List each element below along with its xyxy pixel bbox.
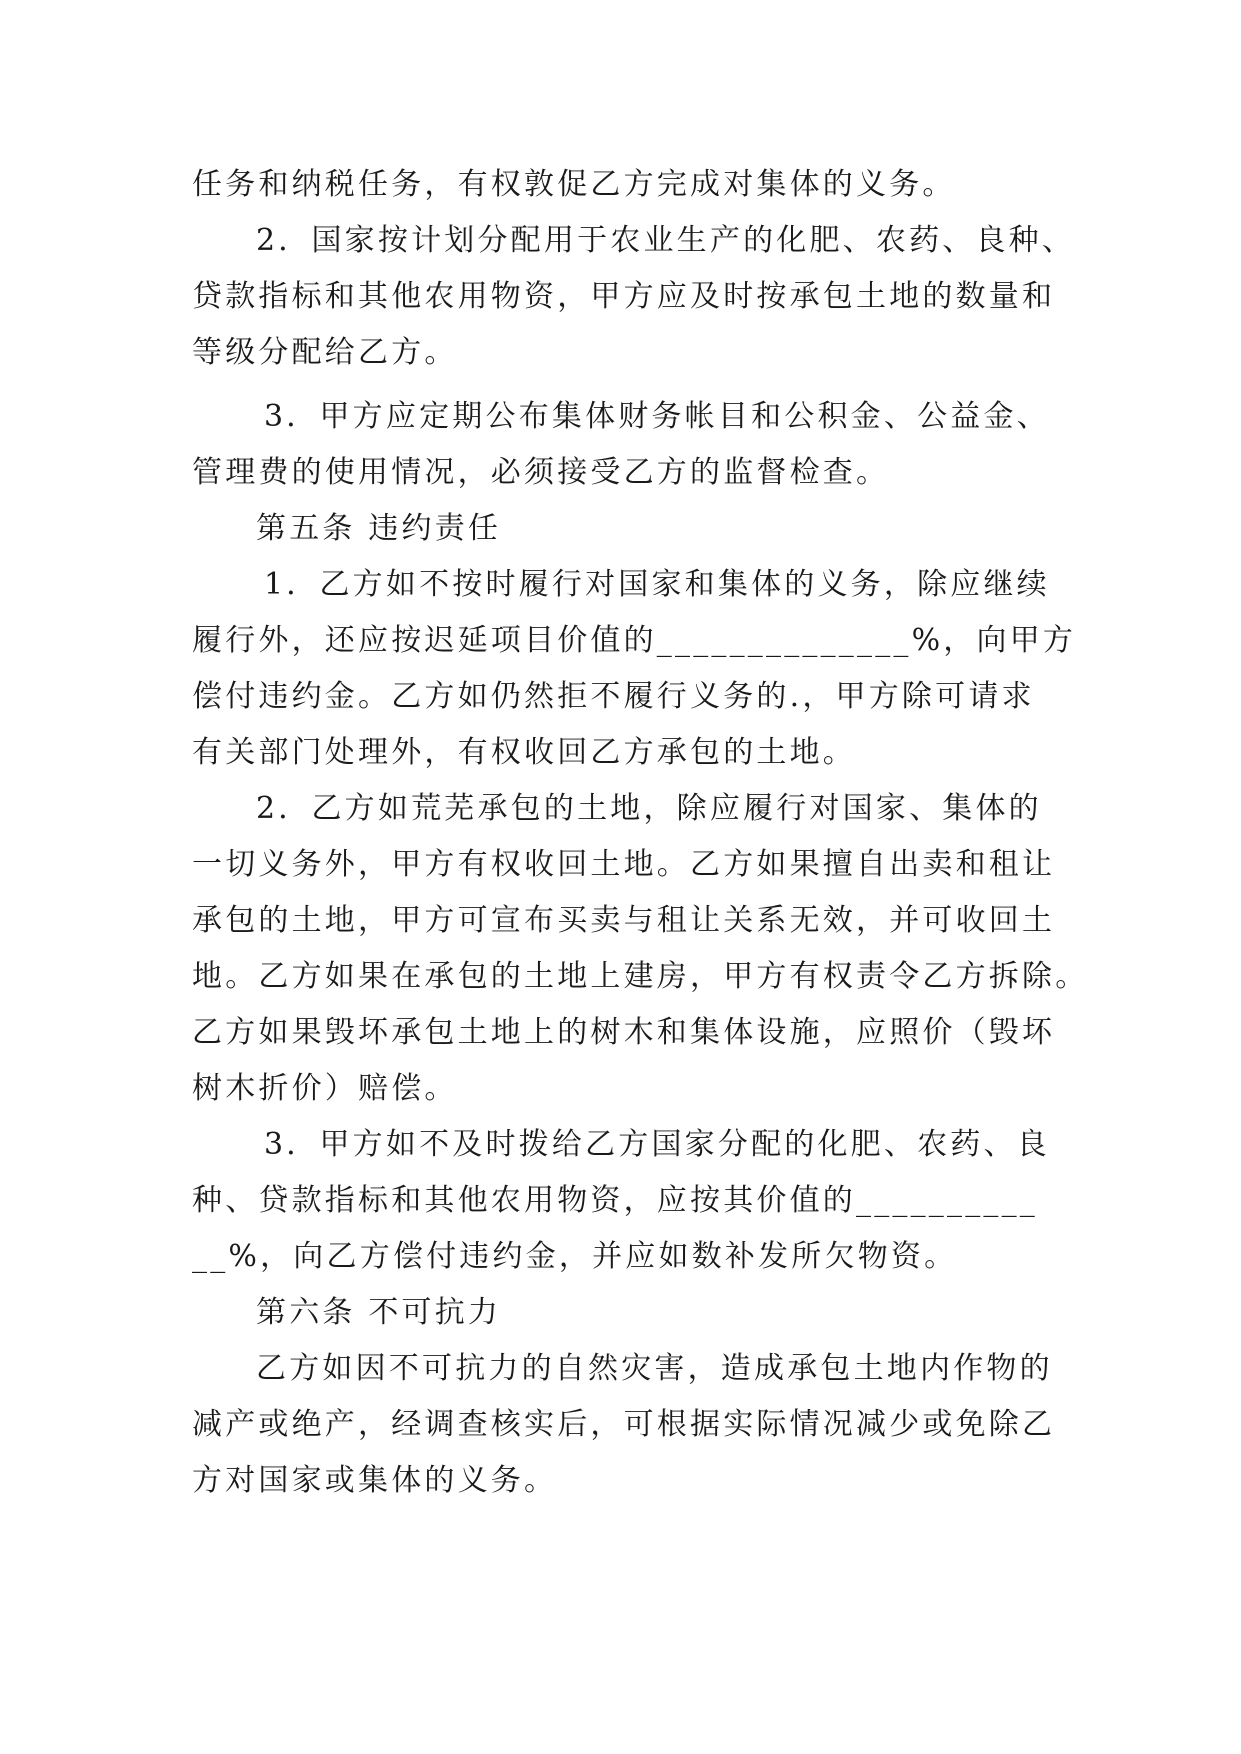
text-line: 1．乙方如不按时履行对国家和集体的义务，除应继续 xyxy=(264,567,1050,602)
text-line: 有关部门处理外，有权收回乙方承包的土地。 xyxy=(192,735,856,770)
section-heading: 第五条 违约责任 xyxy=(256,511,502,546)
text-line: 树木折价）赔偿。 xyxy=(192,1071,458,1106)
text-line: 贷款指标和其他农用物资，甲方应及时按承包土地的数量和 xyxy=(192,279,1056,314)
section-heading: 第六条 不可抗力 xyxy=(256,1295,502,1330)
text-line: 任务和纳税任务，有权敦促乙方完成对集体的义务。 xyxy=(192,167,956,202)
text-line: __%，向乙方偿付违约金，并应如数补发所欠物资。 xyxy=(192,1239,958,1274)
text-line: 承包的土地，甲方可宣布买卖与租让关系无效，并可收回土 xyxy=(192,903,1056,938)
text-line: 履行外，还应按迟延项目价值的______________%，向甲方 xyxy=(192,623,1077,658)
text-line: 3．甲方应定期公布集体财务帐目和公积金、公益金、 xyxy=(264,399,1050,434)
text-line: 减产或绝产，经调查核实后，可根据实际情况减少或免除乙 xyxy=(192,1407,1056,1442)
text-line: 方对国家或集体的义务。 xyxy=(192,1463,558,1498)
text-line: 等级分配给乙方。 xyxy=(192,335,458,370)
text-line: 2．乙方如荒芜承包的土地，除应履行对国家、集体的 xyxy=(256,791,1042,826)
text-line: 乙方如果毁坏承包土地上的树木和集体设施，应照价（毁坏 xyxy=(192,1015,1056,1050)
text-line: 管理费的使用情况，必须接受乙方的监督检查。 xyxy=(192,455,890,490)
text-line: 偿付违约金。乙方如仍然拒不履行义务的.，甲方除可请求 xyxy=(192,679,1035,714)
text-line: 乙方如因不可抗力的自然灾害，造成承包土地内作物的 xyxy=(256,1351,1053,1386)
text-line: 地。乙方如果在承包的土地上建房，甲方有权责令乙方拆除。 xyxy=(192,959,1089,994)
text-line: 3．甲方如不及时拨给乙方国家分配的化肥、农药、良 xyxy=(264,1127,1050,1162)
text-line: 2．国家按计划分配用于农业生产的化肥、农药、良种、 xyxy=(256,223,1076,258)
text-line: 种、贷款指标和其他农用物资，应按其价值的__________ xyxy=(192,1183,1038,1218)
text-line: 一切义务外，甲方有权收回土地。乙方如果擅自出卖和租让 xyxy=(192,847,1056,882)
